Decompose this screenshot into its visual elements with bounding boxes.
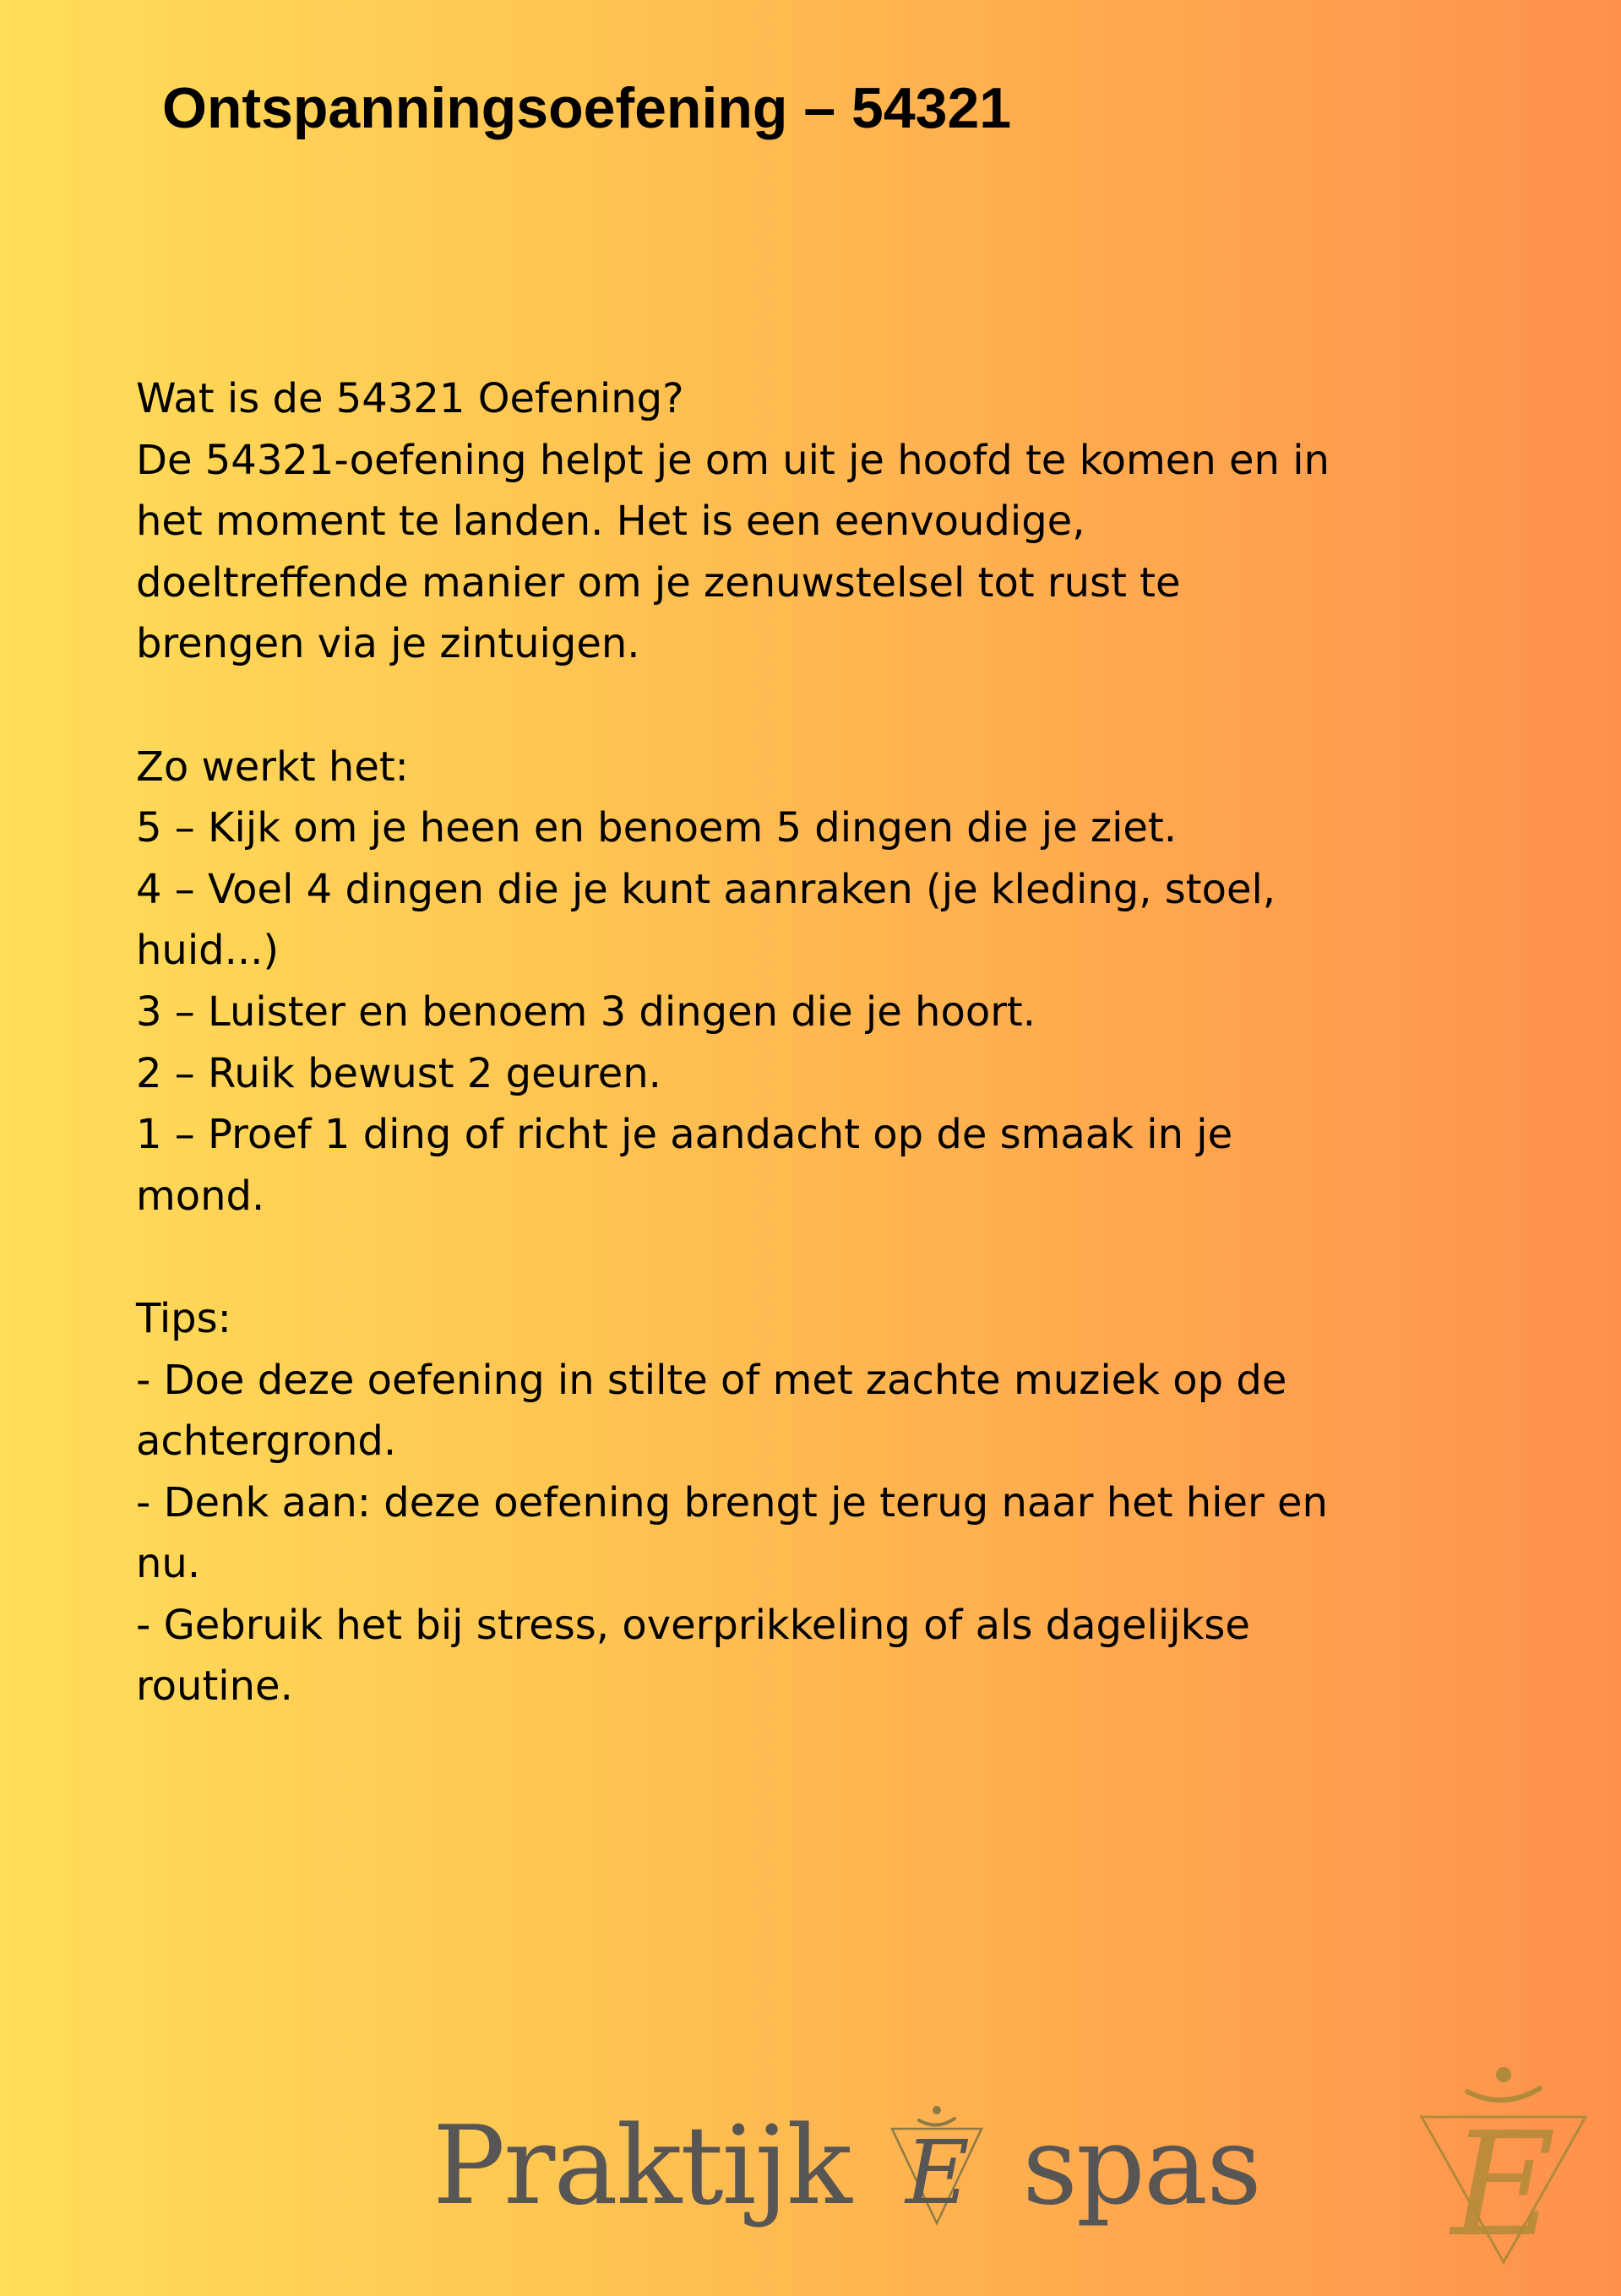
step-line: 1 – Proef 1 ding of richt je aandacht op de smaak in je <box>136 1111 1233 1159</box>
paragraph-spacer <box>136 1227 1454 1288</box>
brand-logo <box>432 2103 1260 2230</box>
page-title: Ontspanningsoefening – 54321 <box>162 76 1012 140</box>
steps-section <box>136 737 1454 1227</box>
step-line: mond. <box>136 1172 265 1220</box>
tip-line: nu. <box>136 1540 201 1588</box>
brand-emblem-letter: E <box>905 2121 968 2224</box>
tip-line: achtergrond. <box>136 1417 397 1466</box>
steps-heading: Zo werkt het: <box>136 743 409 791</box>
corner-emblem-letter: E <box>1450 2102 1557 2269</box>
brand-emblem-icon <box>887 2103 987 2230</box>
step-line: 5 – Kijk om je heen en benoem 5 dingen die je ziet. <box>136 804 1178 852</box>
tips-section <box>136 1288 1454 1717</box>
intro-line: doeltreffende manier om je zenuwstelsel tot rust te <box>136 558 1181 607</box>
brand-word-spas: spas <box>1022 2103 1260 2229</box>
tip-line: routine. <box>136 1662 293 1711</box>
brand-word-praktijk: Praktijk <box>432 2103 851 2229</box>
step-line: huid...) <box>136 927 280 975</box>
step-line: 4 – Voel 4 dingen die je kunt aanraken (je kleding, stoel, <box>136 865 1276 913</box>
corner-emblem-icon <box>1415 2061 1592 2272</box>
intro-section <box>136 368 1454 675</box>
tips-heading: Tips: <box>136 1294 231 1342</box>
intro-heading: Wat is de 54321 Oefening? <box>136 375 684 422</box>
paragraph-spacer <box>136 675 1454 737</box>
tip-line: - Denk aan: deze oefening brengt je terug naar het hier en <box>136 1478 1328 1526</box>
tip-line: - Doe deze oefening in stilte of met zachte muziek op de <box>136 1356 1287 1404</box>
step-line: 2 – Ruik bewust 2 geuren. <box>136 1049 661 1097</box>
intro-line: brengen via je zintuigen. <box>136 620 640 668</box>
document-body <box>136 368 1454 1717</box>
intro-line: De 54321-oefening helpt je om uit je hoofd te komen en in <box>136 436 1330 484</box>
tip-line: - Gebruik het bij stress, overprikkeling of als dagelijkse <box>136 1601 1250 1649</box>
intro-line: het moment te landen. Het is een eenvoudige, <box>136 498 1085 546</box>
step-line: 3 – Luister en benoem 3 dingen die je hoort. <box>136 987 1036 1036</box>
